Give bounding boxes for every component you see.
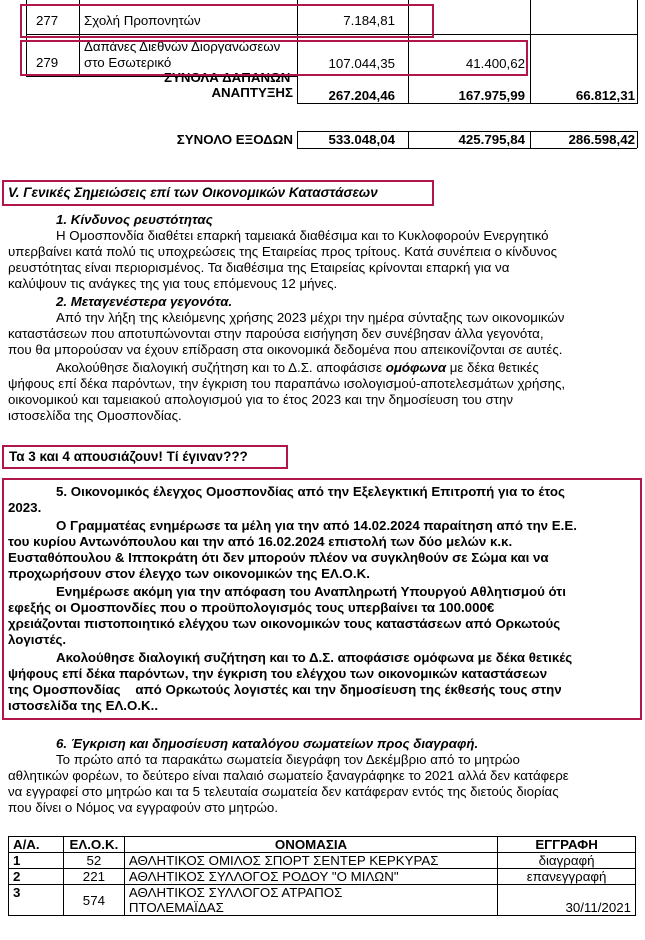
highlight-box xyxy=(20,4,434,38)
item5-line: Ευσταθόπουλου & Ιπποκράτη ότι δεν μπορούν πλέον να συγκληθούν σε Σώμα και να xyxy=(8,550,549,565)
approval-line: ιστοσελίδα της Ομοσπονδίας. xyxy=(8,408,182,423)
approval-line: οικονομικού και ταμειακού απολογισμού για το έτος 2023 και την δημοσίευση του στην xyxy=(8,392,514,407)
item6-line: Το πρώτο από τα παρακάτω σωματεία διεγράφη τον Δεκέμβριο από το μητρώο xyxy=(56,752,520,767)
elok-number: 52 xyxy=(63,853,124,869)
row-number: 2 xyxy=(9,869,64,885)
item5-line: 2023. xyxy=(8,500,42,515)
total-label-line1: ΣΥΝΟΛΑ ΔΑΠΑΝΩΝ xyxy=(164,70,291,85)
amount-2023: 107.044,35 xyxy=(328,56,395,71)
item2-line: καταστάσεων που αποτυπώνονται στην παρούσα εισήγηση δεν συνέβησαν άλλα γεγονότα, xyxy=(8,326,544,341)
amount-budget: 41.400,62 xyxy=(465,56,525,71)
item5-line: Ακολούθησε διαλογική συζήτηση και το Δ.Σ. αποφάσισε ομόφωνα με δέκα θετικές xyxy=(56,650,573,665)
header-aa: Α/Α. xyxy=(9,837,64,853)
approval-line: ψήφους επί δέκα παρόντων, την έγκριση του παραπάνω ισολογισμού-αποτελεσμάτων χρήσης, xyxy=(8,376,566,391)
item5-line: του κυρίου Αντωνόπουλου και την από 16.02.2024 επιστολή των δύο μελών κ.κ. xyxy=(8,534,513,549)
item5-line: προχωρήσουν στον έλεγχο των οικονομικών της ΕΛ.Ο.Κ. xyxy=(8,566,370,581)
amount-budget: 425.795,84 xyxy=(458,132,525,147)
club-name: ΑΘΛΗΤΙΚΟΣ ΟΜΙΛΟΣ ΣΠΟΡΤ ΣΕΝΤΕΡ ΚΕΡΚΥΡΑΣ xyxy=(124,853,497,869)
highlight-box xyxy=(20,40,528,76)
approval-unanimous: ομόφωνα xyxy=(385,360,447,375)
table-row xyxy=(9,885,636,916)
clubs-table xyxy=(8,836,636,916)
missing-items-note: Τα 3 και 4 απουσιάζουν! Τί έγιναν??? xyxy=(9,449,248,464)
item6-line: αθλητικών φορέων, το δεύτερο είναι παλαιό σωματείο ξαναγράφηκε το 2021 αλλά δεν κατάφερε xyxy=(8,768,569,783)
club-name: ΑΘΛΗΤΙΚΟΣ ΣΥΛΛΟΓΟΣ ΡΟΔΟΥ "Ο ΜΙΛΩΝ" xyxy=(124,869,497,885)
registration-status: επανεγγραφή xyxy=(498,869,636,885)
account-code: 277 xyxy=(36,13,59,28)
row-number: 1 xyxy=(9,853,64,869)
table-row xyxy=(9,853,636,869)
amount-2023: 533.048,04 xyxy=(328,132,395,147)
item6-line: να εγγραφεί στο μητρώο και τα 5 τελευταία σωματεία δεν κατάφεραν εντός της διετούς διορίας xyxy=(8,784,559,799)
item2-title: 2. Μεταγενέστερα γεγονότα. xyxy=(56,294,233,309)
table-row xyxy=(9,869,636,885)
item1-line: υπερβαίνει κατά πολύ τις υποχρεώσεις της Εταιρείας προς τρίτους. Κατά συνέπεια ο κίνδυνος xyxy=(8,244,558,259)
item2-line: Από την λήξη της κλειόμενης χρήσης 2023 μέχρι την ημέρα σύνταξης των οικονομικών xyxy=(56,310,565,325)
item2-line: που θα μπορούσαν να έχουν επίδραση στα οικονομικά δεδομένα που απεικονίζονται σε αυτές. xyxy=(8,342,563,357)
elok-number: 574 xyxy=(63,885,124,916)
header-name: ΟΝΟΜΑΣΙΑ xyxy=(124,837,497,853)
item1-line: Η Ομοσπονδία διαθέτει επαρκή ταμειακά διαθέσιμα και το Κυκλοφορούν Ενεργητικό xyxy=(56,228,549,243)
club-name-line1: ΑΘΛΗΤΙΚΟΣ ΣΥΛΛΟΓΟΣ ΑΤΡΑΠΟΣ xyxy=(128,885,343,900)
amount-prev: 286.598,42 xyxy=(568,132,635,147)
item5-line: Ο Γραμματέας ενημέρωσε τα μέλη για την από 14.02.2024 παραίτηση από την Ε.Ε. xyxy=(56,518,577,533)
total-label-line2: ΑΝΑΠΤΥΞΗΣ xyxy=(211,85,293,100)
item5-line: ψήφους επί δέκα παρόντων, την έγκριση του ελέγχου των οικονομικών καταστάσεων xyxy=(8,666,548,681)
item5-line: Ενημέρωσε ακόμη για την απόφαση του Αναπληρωτή Υπουργού Αθλητισμού ότι xyxy=(56,584,566,599)
item5-line: λογιστές. xyxy=(8,632,67,647)
total-label: ΣΥΝΟΛΟ ΕΞΟΔΩΝ xyxy=(176,132,293,147)
item5-line: χρειάζονται πιστοποιητικό ελέγχου των οικονομικών τους καταστάσεων από Ορκωτούς xyxy=(8,616,561,631)
account-label-line1: Δαπάνες Διεθνών Διοργανώσεων xyxy=(84,39,281,54)
account-label: Σχολή Προπονητών xyxy=(84,13,201,28)
item1-line: καλύψουν τις ανάγκες της για τους επόμενους 12 μήνες. xyxy=(8,276,338,291)
item1-line: ρευστότητας είναι περιορισμένος. Τα διαθέσιμα της Εταιρείας κρίνονται επαρκή για να xyxy=(8,260,510,275)
approval-text: Ακολούθησε διαλογική συζήτηση και το Δ.Σ. αποφάσισε xyxy=(56,360,386,375)
item6-title: 6. Έγκριση και δημοσίευση καταλόγου σωματείων προς διαγραφή. xyxy=(56,736,479,751)
item5-line: 5. Οικονομικός έλεγχος Ομοσπονδίας από την Εξελεγκτική Επιτροπή για το έτος xyxy=(56,484,565,499)
amount-budget: 167.975,99 xyxy=(458,88,525,103)
elok-number: 221 xyxy=(63,869,124,885)
row-number: 3 xyxy=(9,885,64,916)
section-heading: V. Γενικές Σημειώσεις επί των Οικονομικών Καταστάσεων xyxy=(8,185,378,200)
club-name-line2: ΠΤΟΛΕΜΑΪΔΑΣ xyxy=(128,900,224,915)
approval-text: με δέκα θετικές xyxy=(446,360,539,375)
club-name xyxy=(124,885,497,916)
item5-line: ιστοσελίδα της ΕΛ.Ο.Κ.. xyxy=(8,698,159,713)
amount-prev: 66.812,31 xyxy=(575,88,635,103)
amount-2023: 7.184,81 xyxy=(343,13,395,28)
amount-2023: 267.204,46 xyxy=(328,88,395,103)
account-label-line2: στο Εσωτερικό xyxy=(84,55,172,70)
table-header-row xyxy=(9,837,636,853)
header-registration: ΕΓΓΡΑΦΗ xyxy=(498,837,636,853)
expense-total-row xyxy=(0,131,645,148)
registration-status: διαγραφή xyxy=(498,853,636,869)
item5-line: της Ομοσπονδίας από Ορκωτούς λογιστές και την δημοσίευση της έκθεσής τους στην xyxy=(8,682,562,697)
item5-line: εφεξής οι Ομοσπονδίες που ο προϋπολογισμός τους υπερβαίνει τα 100.000€ xyxy=(8,600,495,615)
account-code: 279 xyxy=(36,55,59,70)
item1-title: 1. Κίνδυνος ρευστότητας xyxy=(56,212,213,227)
approval-line xyxy=(56,360,539,376)
header-elok: ΕΛ.Ο.Κ. xyxy=(63,837,124,853)
registration-date: 30/11/2021 xyxy=(498,885,636,916)
item6-line: που δίνει ο Νόμος να εγγραφούν στο μητρώο. xyxy=(8,800,279,815)
